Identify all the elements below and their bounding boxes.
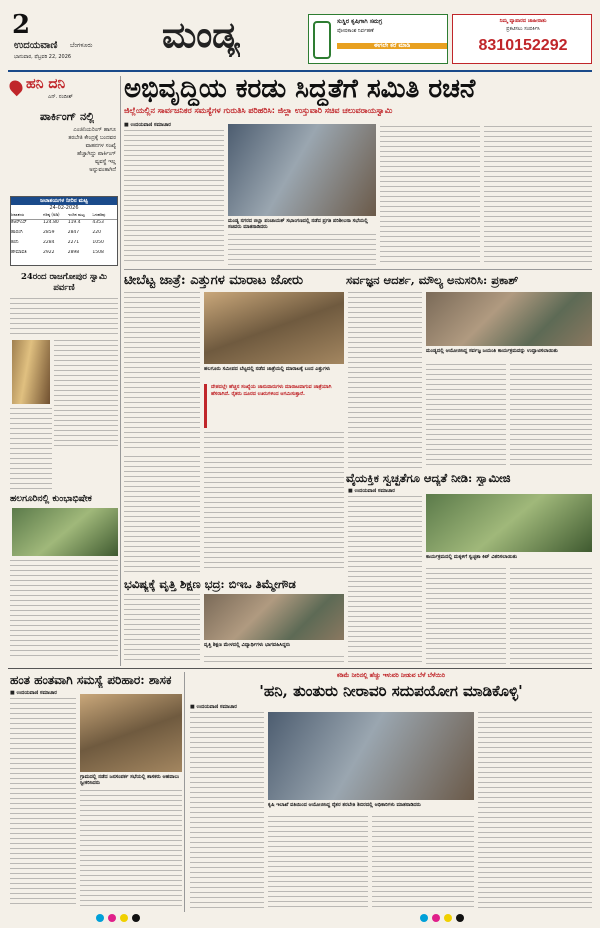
mla-headline: ಹಂತ ಹಂತವಾಗಿ ಸಮಸ್ಯೆ ಪರಿಹಾರ: ಶಾಸಕ	[10, 673, 172, 687]
kumbha-story-text	[10, 560, 118, 660]
cell: 1508	[92, 250, 104, 255]
cell: 119.4	[67, 220, 81, 225]
cell: 124.80	[43, 220, 59, 225]
cell: 220	[92, 230, 101, 235]
temple-headline: 24ರಂದ ರಾಜಗೋಪುರ ಸ್ವಾಮಿ ಪರ್ವಣಿ	[20, 272, 108, 293]
cell: 4353	[92, 220, 104, 225]
col-header: ಜಲಾಶಯ	[11, 212, 25, 217]
hygiene-byline: ■ ಉದಯವಾಣಿ ಸಮಾಚಾರ	[348, 488, 395, 494]
future-story-text	[124, 594, 200, 664]
table-row	[11, 240, 117, 250]
water-kicker: ಕಡಿಮೆ ನೀರಿನಲ್ಲಿ ಹೆಚ್ಚು ಇಳುವರಿ ನೀಡುವ ಬೆಳೆ ಬೆಳೆಯಿರಿ	[336, 672, 446, 679]
col-header: ಗರಿಷ್ಠ (ಅಡಿ)	[43, 212, 60, 217]
cell: 2271	[67, 240, 80, 245]
mla-story-text	[80, 790, 182, 908]
ad-phone-number[interactable]: 8310152292	[478, 37, 568, 54]
main-photo-caption: ಮಂಡ್ಯ ನಗರದ ಜಿಲ್ಲಾ ಪಂಚಾಯತ್ ಸಭಾಂಗಣದಲ್ಲಿ ನಡೆದ ಪ್ರಗತಿ ಪರಿಶೀಲನಾ ಸಭೆಯಲ್ಲಿ ಸಚಿವರು ಮಾತನಾಡಿದರು	[228, 218, 368, 230]
future-story-text	[204, 656, 344, 664]
mla-photo-caption: ಗ್ರಾಮದಲ್ಲಿ ನಡೆದ ಜನಸಂಪರ್ಕ ಸಭೆಯಲ್ಲಿ ಶಾಸಕರು ಅಹವಾಲು ಸ್ವೀಕರಿಸಿದರು	[80, 774, 180, 786]
honey-author: ಎನ್. ನಂದೀಶ್	[48, 94, 73, 100]
mla-photo	[80, 694, 182, 772]
honey-column-logo	[8, 76, 116, 104]
mla-story-text	[10, 698, 76, 908]
parking-line: ವ್ಯವಸ್ಥೆ ಇಲ್ಲ	[94, 159, 116, 165]
parking-line: ತರಬೇತಿ ಕೇಂದ್ರಕ್ಕೆ ಬಂದವರ	[68, 135, 116, 141]
ideal-headline: ಸರ್ವಜ್ಞನ ಆದರ್ಶ, ಮೌಲ್ಯ ಅನುಸರಿಸಿ: ಪ್ರಕಾಶ್	[346, 273, 519, 287]
temple-story-text	[10, 298, 118, 336]
main-byline: ■ ಉದಯವಾಣಿ ಸಮಾಚಾರ	[124, 122, 171, 128]
cell: ಹಾರಂಗಿ	[11, 230, 23, 235]
water-photo	[268, 712, 474, 800]
edition-label: ಬೆಂಗಳೂರು	[70, 42, 93, 49]
water-photo-caption: ಕೃಷಿ ಇಲಾಖೆ ವತಿಯಿಂದ ಆಯೋಜಿಸಿದ್ದ ರೈತರ ತರಬೇತಿ ಶಿಬಿರದಲ್ಲಿ ಅಧಿಕಾರಿಗಳು ಮಾತನಾಡಿದರು	[268, 802, 421, 808]
hygiene-photo	[426, 494, 592, 552]
registration-marks	[420, 914, 560, 922]
district-title: ಮಂಡ್ಯ	[162, 14, 241, 56]
cattle-photo	[204, 292, 344, 364]
main-story-text	[380, 126, 480, 266]
parking-line: ಎಂಜಿನಿಯರಿಂಗ್ ಹಾಗೂ	[73, 127, 116, 133]
reservoir-table-header	[11, 212, 117, 220]
bottom-column-rule	[184, 672, 185, 912]
cell: 2284	[43, 240, 55, 245]
ad1-line1: ಸುಸ್ಥಿರ ಕೃಷಿಗಾಗಿ ಸಮಗ್ರ	[337, 19, 383, 25]
ad2-line1: ನಿಮ್ಮ ವ್ಯಾಪಾರದ ಜಾಹೀರಾತು	[499, 18, 547, 24]
col-header: ಇಂದಿನ ಮಟ್ಟ	[67, 212, 85, 217]
temple-story-text	[10, 408, 52, 492]
cell: 2898	[67, 250, 80, 255]
main-story-rule	[124, 269, 592, 270]
reservoir-table	[10, 196, 118, 266]
paper-name: ಉದಯವಾಣಿ	[14, 40, 58, 51]
registration-marks	[96, 914, 236, 922]
parking-line: ವಾಹನಗಳ ಸಂಖ್ಯೆ	[85, 143, 116, 149]
cattle-quote-box	[204, 384, 344, 428]
main-story-text	[228, 234, 376, 266]
water-story-text	[372, 816, 474, 908]
cattle-story-text	[124, 292, 200, 452]
main-headline: ಅಭಿವೃದ್ಧಿಯ ಕರಡು ಸಿದ್ಧತೆಗೆ ಸಮಿತಿ ರಚನೆ	[124, 74, 476, 104]
table-row	[11, 220, 117, 230]
temple-story-text	[54, 340, 118, 450]
parking-text	[12, 126, 116, 174]
table-row	[11, 250, 117, 260]
hygiene-headline: ವೈಯಕ್ತಿಕ ಸ್ವಚ್ಛತೆಗೂ ಆದ್ಯತೆ ನೀಡಿ: ಸ್ವಾಮೀಜಿ	[346, 471, 511, 485]
main-story-text	[484, 126, 592, 266]
mla-byline: ■ ಉದಯವಾಣಿ ಸಮಾಚಾರ	[10, 690, 57, 696]
hygiene-story-text	[426, 568, 506, 664]
future-photo-caption: ವೃತ್ತಿ ಶಿಕ್ಷಣ ಮೇಳದಲ್ಲಿ ವಿದ್ಯಾರ್ಥಿಗಳು ಭಾಗವಹಿಸಿದ್ದರು	[204, 642, 291, 648]
drop-icon	[7, 78, 25, 96]
ideal-story-text	[426, 364, 506, 468]
ideal-story-text	[510, 364, 592, 468]
cattle-quote-text: ದೇಶದಲ್ಲೇ ಹೆಚ್ಚಿನ ಸಂಖ್ಯೆಯ ಜಾನುವಾರುಗಳು ಮಾರಾಟವಾಗುವ ಜಾತ್ರೆಯಾಗಿ ಹೆಸರಾಗಿದೆ. ರೈತರು ದೂರದ ಊರುಗಳಿಂದ ಆಗಮಿಸುತ್ತಾರೆ.	[211, 384, 332, 397]
left-column-rule	[120, 76, 121, 666]
cell: ಕೆಆರ್‌ಎಸ್	[11, 220, 27, 225]
cell: 1050	[92, 240, 104, 245]
cattle-photo-caption: ಹಲಗೂರು ಸಮೀಪದ ಬೆಟ್ಟದಲ್ಲಿ ನಡೆದ ಜಾತ್ರೆಯಲ್ಲಿ ಮಾರಾಟಕ್ಕೆ ಬಂದ ಎತ್ತುಗಳು	[204, 366, 331, 372]
honey-logo-text: ಹನಿ ದನಿ	[26, 76, 66, 92]
cell: ಕಬಿನಿ	[11, 240, 19, 245]
main-subheadline: ಜಿಲ್ಲೆಯಲ್ಲಿನ ಸಾರ್ವಜನಿಕರ ಸಮಸ್ಯೆಗಳ ಗುರುತಿಸಿ ಪರಿಹರಿಸಿ: ಜಿಲ್ಲಾ ಉಸ್ತುವಾರಿ ಸಚಿವ ಚಲುವರಾಯಸ್ವಾಮಿ	[124, 106, 393, 115]
ideal-story-text	[348, 292, 422, 468]
water-headline: 'ಹನಿ, ತುಂತುರು ನೀರಾವರಿ ಸದುಪಯೋಗ ಮಾಡಿಕೊಳ್ಳಿ'	[259, 682, 523, 700]
issue-date: ಭಾನುವಾರ, ಫೆಬ್ರವರಿ 22, 2026	[14, 54, 72, 60]
parking-title: ಪಾರ್ಕಿಂಗ್ ನಲ್ಲಿ	[40, 110, 95, 123]
cattle-story-text	[204, 432, 344, 572]
cattle-story-text	[124, 456, 200, 572]
water-story-text	[478, 712, 592, 908]
ideal-photo-caption: ಮಂಡ್ಯದಲ್ಲಿ ಆಯೋಜಿಸಿದ್ದ ಸರ್ವಜ್ಞ ಜಯಂತಿ ಕಾರ್ಯಕ್ರಮವನ್ನು ಉದ್ಘಾಟಿಸಲಾಯಿತು	[426, 348, 558, 354]
phone-icon	[313, 21, 331, 59]
cattle-headline: ಟೀಬೆಟ್ಟ ಜಾತ್ರೆ: ಎತ್ತುಗಳ ಮಾರಾಟ ಜೋರು	[124, 273, 304, 288]
bottom-section-rule	[8, 668, 592, 669]
cell: 2922	[43, 250, 55, 255]
reservoir-table-title: ಜಲಾಶಯಗಳ ನೀರಿನ ಮಟ್ಟ	[11, 197, 117, 205]
ideal-photo	[426, 292, 592, 346]
ad-contact[interactable]	[452, 14, 592, 64]
masthead	[0, 0, 600, 70]
cell: 2847	[67, 230, 80, 235]
main-photo	[228, 124, 376, 216]
ad1-line3: ಈಗಲೇ ಕರೆ ಮಾಡಿ	[337, 43, 447, 49]
hygiene-story-text	[348, 496, 422, 664]
kumbha-photo	[12, 508, 118, 556]
kumbha-headline: ಹಲಗೂರಿನಲ್ಲಿ ಕುಂಭಾಭಿಷೇಕ	[10, 494, 92, 504]
water-story-text	[190, 712, 264, 908]
page-number: 2	[12, 10, 31, 40]
water-byline: ■ ಉದಯವಾಣಿ ಸಮಾಚಾರ	[190, 704, 237, 710]
col-header: ಒಳಹರಿವು	[92, 212, 106, 217]
ad2-line2: ಪ್ರಕಟಿಸಲು ಸಂಪರ್ಕಿಸಿ	[506, 26, 540, 32]
hygiene-photo-caption: ಕಾರ್ಯಕ್ರಮದಲ್ಲಿ ಮಕ್ಕಳಿಗೆ ಸ್ವಚ್ಛತಾ ಕಿಟ್ ವಿತರಿಸಲಾಯಿತು	[426, 554, 518, 560]
ad1-line2: ಪೋಷಕಾಂಶ ನಿರ್ವಹಣೆ	[337, 28, 374, 34]
cell: 2859	[43, 230, 55, 235]
reservoir-table-date: 24-02-2026	[49, 205, 79, 211]
main-story-text	[124, 130, 224, 265]
table-row	[11, 230, 117, 240]
future-photo	[204, 594, 344, 640]
water-story-text	[268, 816, 368, 908]
temple-photo	[12, 340, 50, 404]
future-headline: ಭವಿಷ್ಯಕ್ಕೆ ವೃತ್ತಿ ಶಿಕ್ಷಣ ಭದ್ರ: ಬಿಇಒ ತಿಮ್ಮೇಗೌಡ	[124, 577, 296, 591]
ad-fertilizer[interactable]	[308, 14, 448, 64]
hygiene-story-text	[510, 568, 592, 664]
cell: ಹೇಮಾವತಿ	[11, 250, 27, 255]
parking-line: ಅನ್ನುವಂತಾಗಿದೆ	[89, 167, 116, 173]
parking-line: ಹೆಚ್ಚಾಗಿದ್ದು ಪಾರ್ಕಿಂಗ್	[77, 151, 116, 157]
